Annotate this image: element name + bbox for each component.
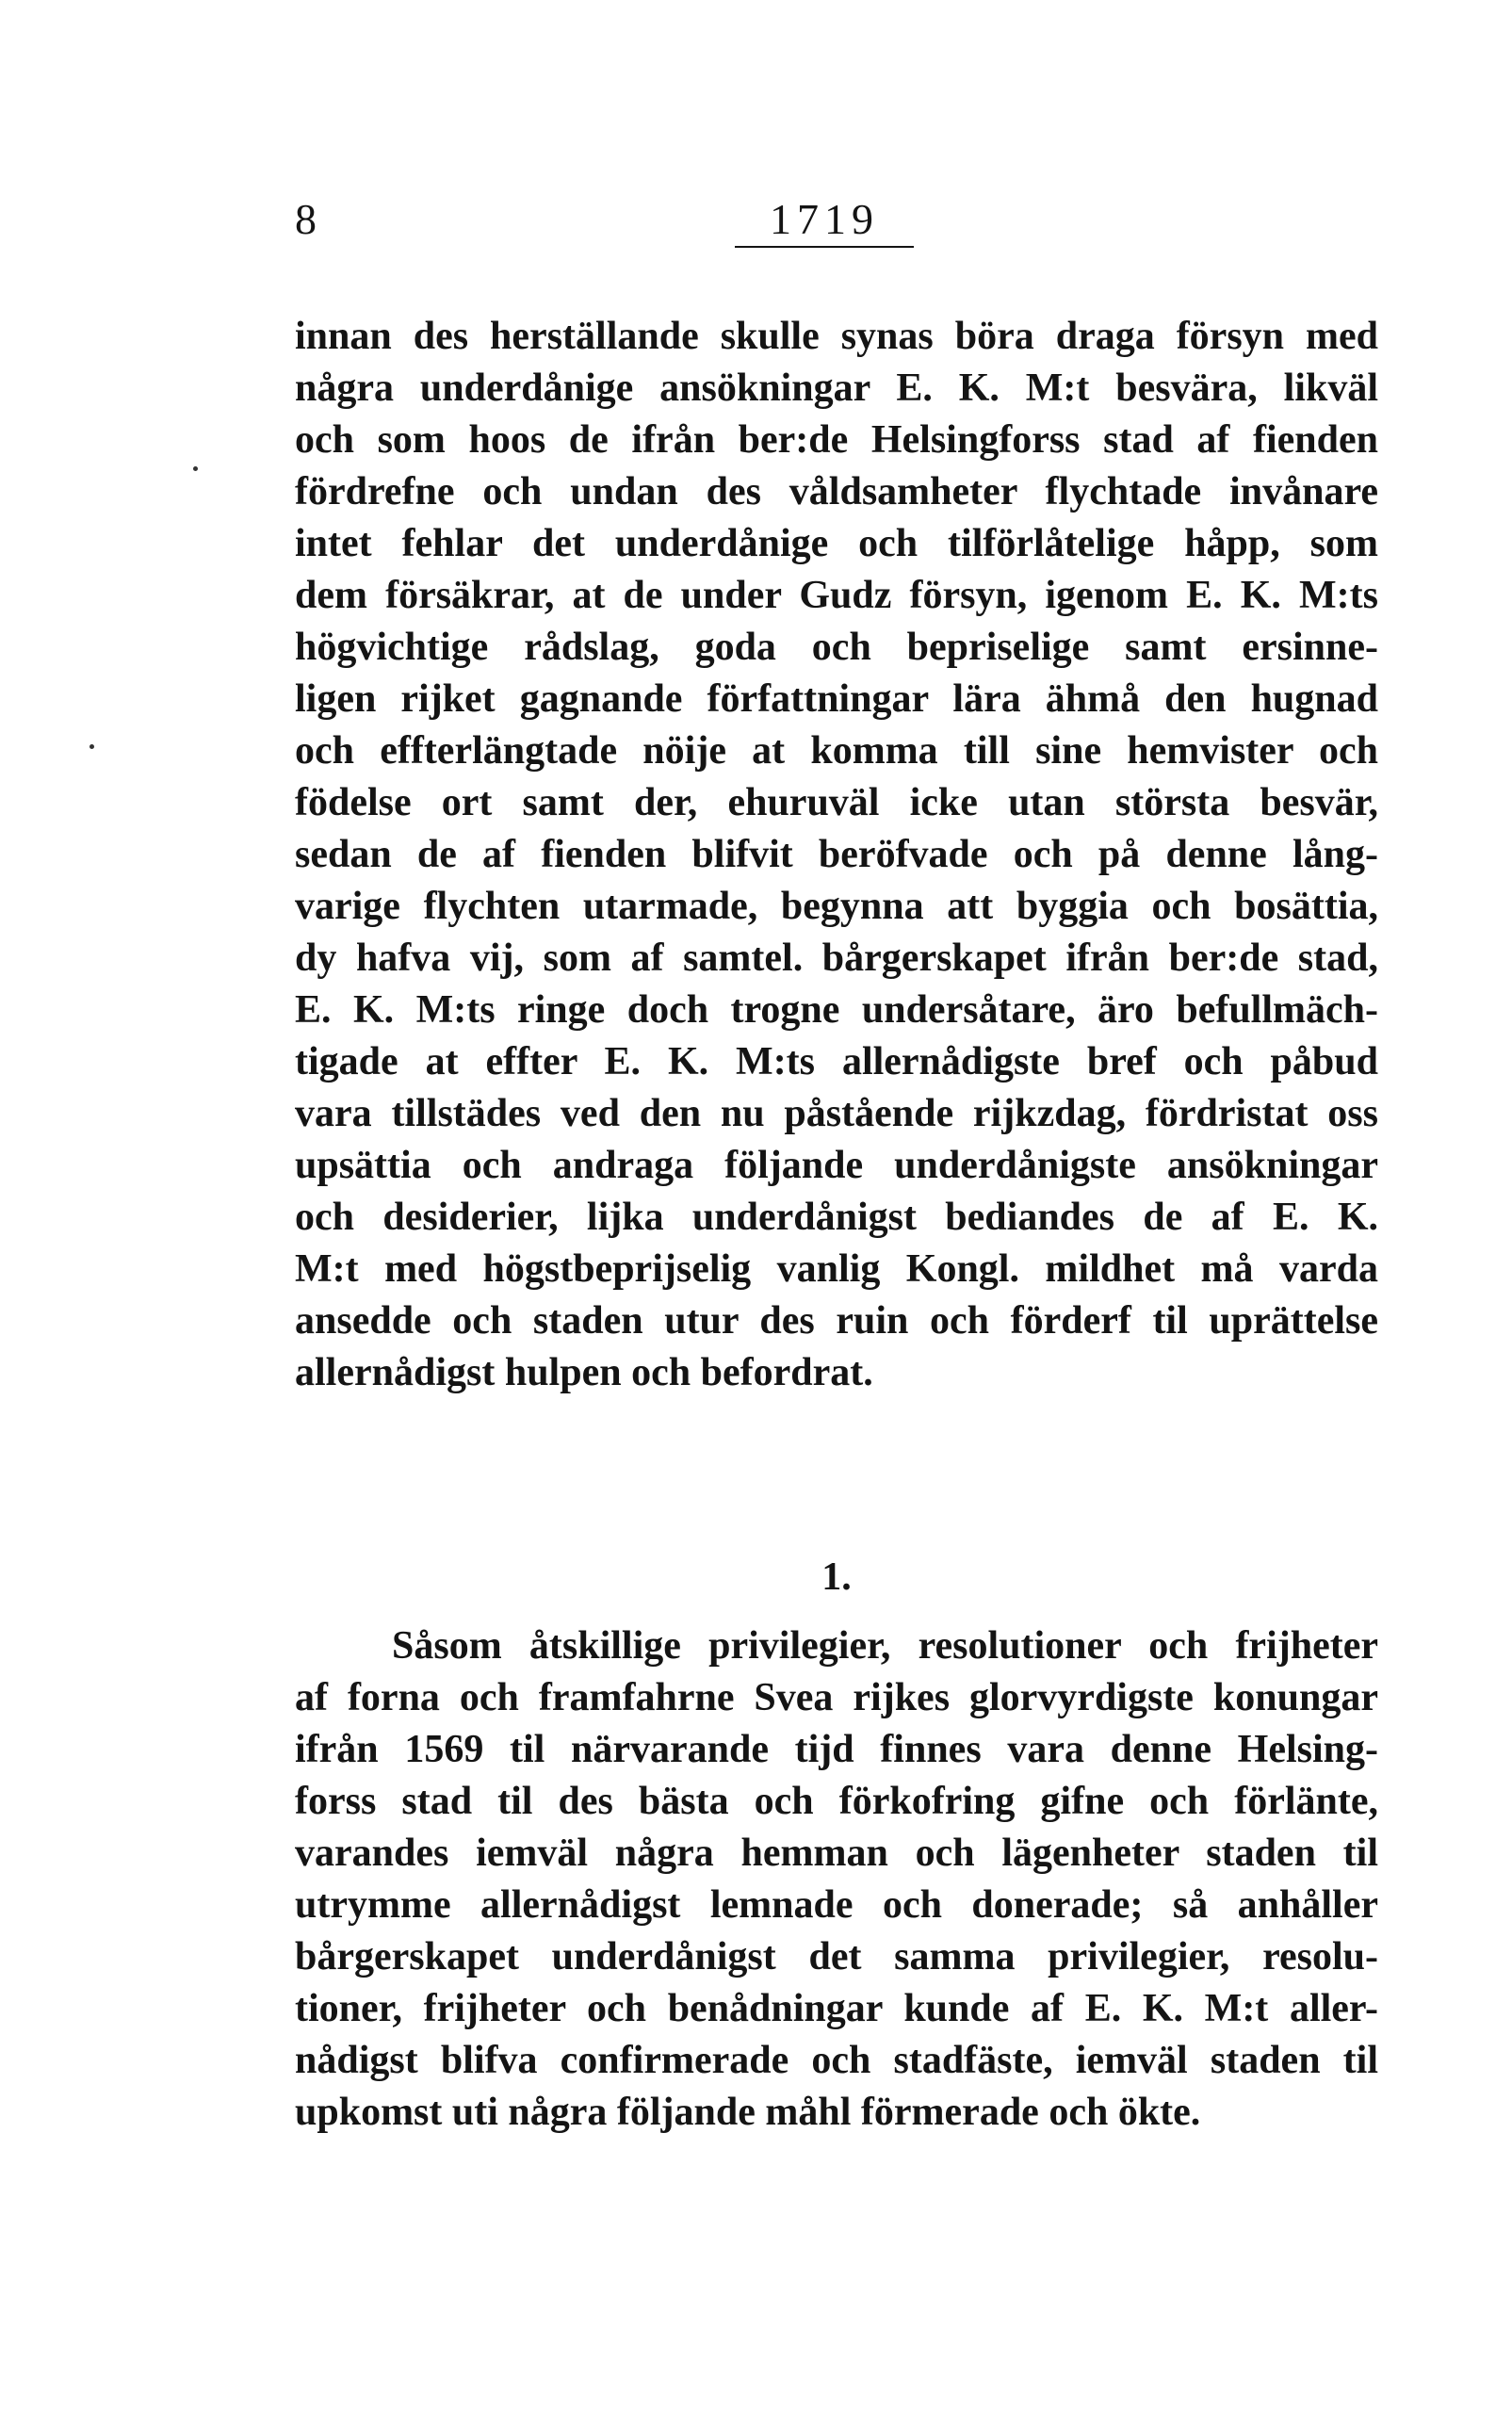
text-line: vara tillstädes ved den nu påstående rijkzdag, fördristat oss bbox=[295, 1092, 1378, 1135]
text-line: högvichtige rådslag, goda och bepriselige samt ersinne- bbox=[295, 626, 1378, 669]
text-line: ifrån 1569 til närvarande tijd finnes vara denne Helsing- bbox=[295, 1728, 1378, 1771]
text-line: E. K. M:ts ringe doch trogne undersåtare, äro befullmäch- bbox=[295, 988, 1378, 1032]
paragraph-1 bbox=[295, 311, 1378, 1399]
text-line: bårgerskapet underdånigst det samma privilegier, resolu- bbox=[295, 1935, 1378, 1978]
text-line: födelse ort samt der, ehuruväl icke utan största besvär, bbox=[295, 781, 1378, 824]
text-line: ansedde och staden utur des ruin och förderf til uprättelse bbox=[295, 1299, 1378, 1343]
text-line: tioner, frijheter och benådningar kunde af E. K. M:t aller- bbox=[295, 1987, 1378, 2030]
running-head-year: 1719 bbox=[735, 194, 914, 248]
text-line: och effterlängtade nöije at komma till sine hemvister och bbox=[295, 729, 1378, 773]
text-line: fördrefne och undan des våldsamheter flychtade invånare bbox=[295, 470, 1378, 513]
text-line: upkomst uti några följande måhl förmerade och ökte. bbox=[295, 2091, 1201, 2134]
print-speck bbox=[193, 466, 198, 471]
text-line: M:t med högstbeprijselig vanlig Kongl. mildhet må varda bbox=[295, 1247, 1378, 1291]
text-line: allernådigst hulpen och befordrat. bbox=[295, 1351, 873, 1394]
text-line: varandes iemväl några hemman och lägenheter staden til bbox=[295, 1832, 1378, 1875]
text-line: några underdånige ansökningar E. K. M:t besvära, likväl bbox=[295, 366, 1378, 410]
text-line: tigade at effter E. K. M:ts allernådigste bref och påbud bbox=[295, 1040, 1378, 1083]
text-line: af forna och framfahrne Svea rijkes glorvyrdigste konungar bbox=[295, 1676, 1378, 1719]
text-line: ligen rijket gagnande författningar lära ähmå den hugnad bbox=[295, 677, 1378, 721]
text-line: dem försäkrar, at de under Gudz försyn, igenom E. K. M:ts bbox=[295, 574, 1378, 617]
text-line: varige flychten utarmade, begynna att byggia och bosättia, bbox=[295, 885, 1378, 928]
paragraph-2 bbox=[295, 1620, 1378, 2139]
text-line: intet fehlar det underdånige och tilförlåtelige håpp, som bbox=[295, 522, 1378, 565]
text-line: upsättia och andraga följande underdånigste ansökningar bbox=[295, 1144, 1378, 1187]
text-line: nådigst blifva confirmerade och stadfäste, iemväl staden til bbox=[295, 2039, 1378, 2082]
text-line: och som hoos de ifrån ber:de Helsingforss stad af fienden bbox=[295, 418, 1378, 462]
text-line: Såsom åtskillige privilegier, resolutioner och frijheter bbox=[392, 1624, 1378, 1668]
section-number: 1. bbox=[821, 1555, 852, 1599]
text-line: sedan de af fienden blifvit beröfvade och på denne lång- bbox=[295, 833, 1378, 876]
print-speck bbox=[89, 744, 94, 749]
text-line: dy hafva vij, som af samtel. bårgerskapet ifrån ber:de stad, bbox=[295, 936, 1378, 980]
text-line: och desiderier, lijka underdånigst bediandes de af E. K. bbox=[295, 1196, 1378, 1239]
page-number: 8 bbox=[295, 195, 317, 243]
text-line: forss stad til des bästa och förkofring gifne och förlänte, bbox=[295, 1780, 1378, 1823]
text-line: utrymme allernådigst lemnade och donerade; så anhåller bbox=[295, 1883, 1378, 1927]
text-line: innan des herställande skulle synas böra draga försyn med bbox=[295, 315, 1378, 358]
